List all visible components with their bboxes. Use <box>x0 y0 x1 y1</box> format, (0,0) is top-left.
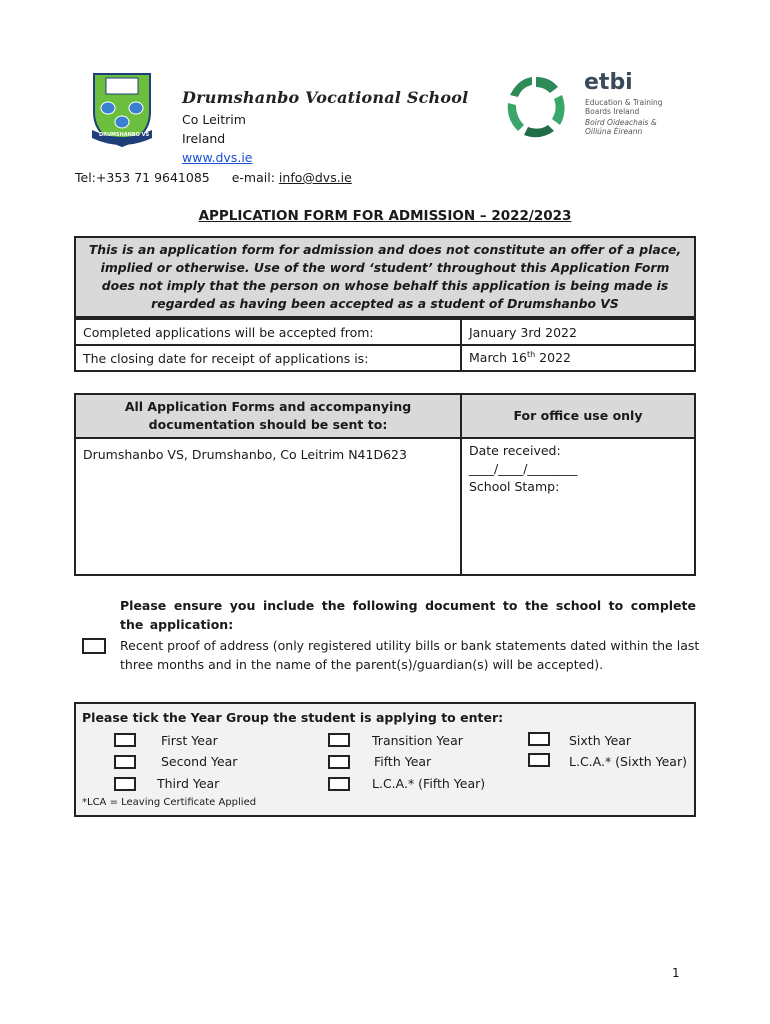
sixth-year-label: Sixth Year <box>569 733 632 748</box>
office-use-heading: For office use only <box>461 394 695 438</box>
year-group-box <box>74 702 696 817</box>
lca-footnote: *LCA = Leaving Certificate Applied <box>82 797 257 808</box>
etbi-tagline-1: Education & Training <box>585 98 663 107</box>
address-county: Co Leitrim <box>182 112 246 127</box>
year-group-heading: Please tick the Year Group the student is applying to enter: <box>82 710 504 725</box>
telephone: Tel:+353 71 9641085 <box>75 170 210 185</box>
lca-fifth-year-label: L.C.A.* (Fifth Year) <box>372 776 486 791</box>
etbi-tagline-3: Boird Oideachais & <box>585 118 657 127</box>
closing-date-value: March 16th 2022 <box>461 345 695 371</box>
proof-of-address-checkbox[interactable] <box>82 638 106 654</box>
dates-table <box>74 318 696 372</box>
second-year-label: Second Year <box>161 754 238 769</box>
etbi-tagline-4: Oiliúna Éireann <box>585 127 643 136</box>
transition-year-label: Transition Year <box>372 733 463 748</box>
second-year-checkbox[interactable] <box>114 755 136 769</box>
lca-fifth-year-checkbox[interactable] <box>328 777 350 791</box>
school-stamp-label: School Stamp: <box>469 479 560 494</box>
proof-of-address-text: Recent proof of address (only registered utility bills or bank statements dated within the last three months and in the name of the parent(s)/guardian(s) will be accepted). <box>120 638 700 672</box>
address-country: Ireland <box>182 131 226 146</box>
lca-sixth-year-label: L.C.A.* (Sixth Year) <box>569 754 687 769</box>
office-table <box>74 393 696 576</box>
fifth-year-label: Fifth Year <box>374 754 432 769</box>
fifth-year-checkbox[interactable] <box>328 755 350 769</box>
page-number: 1 <box>672 966 680 980</box>
send-to-heading: All Application Forms and accompanying documentation should be sent to: <box>75 394 461 438</box>
etbi-wordmark: etbi <box>584 70 633 95</box>
first-year-checkbox[interactable] <box>114 733 136 747</box>
email-link[interactable]: info@dvs.ie <box>278 170 352 185</box>
third-year-checkbox[interactable] <box>114 777 136 791</box>
date-received-field[interactable]: ____/____/________ <box>469 461 578 476</box>
etbi-logo <box>498 72 668 142</box>
closing-date-label: The closing date for receipt of applications is: <box>75 345 461 371</box>
email-label: e-mail: <box>231 170 275 185</box>
table-row <box>75 345 695 371</box>
etbi-tagline-2: Boards Ireland <box>585 107 640 116</box>
opening-date-value: January 3rd 2022 <box>461 319 695 345</box>
third-year-label: Third Year <box>157 776 220 791</box>
website-link[interactable]: www.dvs.ie <box>182 150 253 165</box>
lca-sixth-year-checkbox[interactable] <box>528 753 550 767</box>
school-crest-logo <box>90 72 154 148</box>
school-name: Drumshanbo Vocational School <box>182 88 469 107</box>
documents-instruction: Please ensure you include the following document to the school to complete the application: <box>120 598 696 632</box>
date-received-label: Date received: <box>469 443 561 458</box>
send-to-address: Drumshanbo VS, Drumshanbo, Co Leitrim N41D623 <box>75 438 461 575</box>
opening-date-label: Completed applications will be accepted from: <box>75 319 461 345</box>
crest-text: DRUMSHANBO VS <box>99 132 150 138</box>
table-row <box>75 319 695 345</box>
first-year-label: First Year <box>161 733 218 748</box>
disclaimer-box: This is an application form for admission and does not constitute an offer of a place, implied or otherwise. Use of the word ‘student’ throughout this Application Form does not imply that the person on whose behalf this application is being made is regarded as having been accepted as a student of Drumshanbo VS <box>74 236 696 318</box>
page-title: APPLICATION FORM FOR ADMISSION – 2022/2023 <box>198 208 572 224</box>
sixth-year-checkbox[interactable] <box>528 732 550 746</box>
transition-year-checkbox[interactable] <box>328 733 350 747</box>
